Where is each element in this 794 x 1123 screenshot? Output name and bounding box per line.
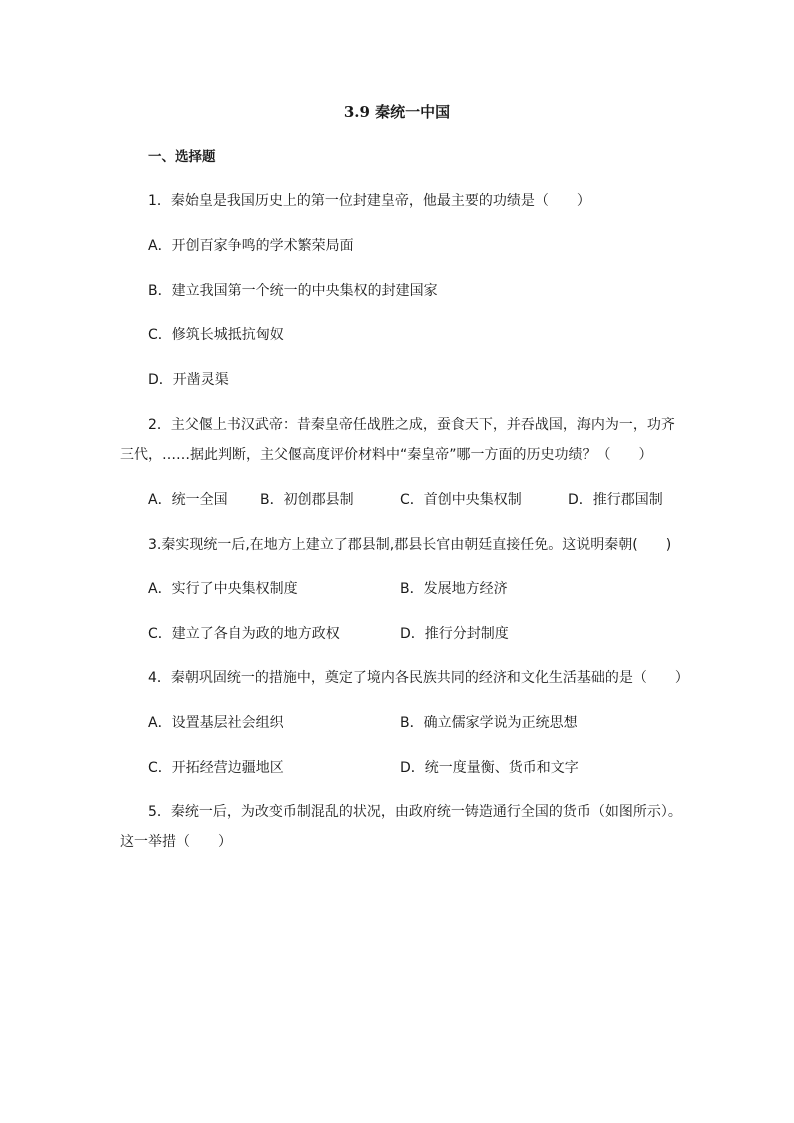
question-1-option-c: C．修筑长城抵抗匈奴 xyxy=(148,327,284,343)
question-4-stem: 4．秦朝巩固统一的措施中，奠定了境内各民族共同的经济和文化生活基础的是（ ） xyxy=(148,670,689,686)
question-3-option-a: A．实行了中央集权制度 xyxy=(148,581,298,597)
question-4-option-c: C．开拓经营边疆地区 xyxy=(148,760,284,776)
question-2-option-b: B．初创郡县制 xyxy=(260,492,354,508)
question-4-option-d: D．统一度量衡、货币和文字 xyxy=(400,760,579,776)
page-title: 3.9 秦统一中国 xyxy=(343,103,451,121)
section-heading: 一、选择题 xyxy=(148,149,216,165)
question-5-stem-line-2: 这一举措（ ） xyxy=(120,834,232,850)
question-2-stem-line-1: 2．主父偃上书汉武帝：昔秦皇帝任战胜之成，蚕食天下，并吞战国，海内为一，功齐 xyxy=(148,417,675,433)
question-3-option-d: D．推行分封制度 xyxy=(400,626,509,642)
question-4-option-b: B．确立儒家学说为正统思想 xyxy=(400,715,578,731)
question-2-option-d: D．推行郡国制 xyxy=(568,492,663,508)
question-4-option-a: A．设置基层社会组织 xyxy=(148,715,284,731)
question-1-stem: 1．秦始皇是我国历史上的第一位封建皇帝，他最主要的功绩是（ ） xyxy=(148,193,591,209)
question-3-option-c: C．建立了各自为政的地方政权 xyxy=(148,626,340,642)
question-5-stem-line-1: 5．秦统一后，为改变币制混乱的状况，由政府统一铸造通行全国的货币（如图所示）。 xyxy=(148,804,682,820)
question-3-stem: 3.秦实现统一后,在地方上建立了郡县制,郡县长官由朝廷直接任免。这说明秦朝( ) xyxy=(148,537,672,553)
question-3-option-b: B．发展地方经济 xyxy=(400,581,508,597)
question-2-stem-line-2: 三代，……据此判断，主父偃高度评价材料中“秦皇帝”哪一方面的历史功绩？（ ） xyxy=(120,447,653,463)
question-1-option-b: B．建立我国第一个统一的中央集权的封建国家 xyxy=(148,283,438,299)
question-1-option-d: D．开凿灵渠 xyxy=(148,372,229,388)
question-2-option-a: A．统一全国 xyxy=(148,492,228,508)
question-2-option-c: C．首创中央集权制 xyxy=(400,492,522,508)
question-1-option-a: A．开创百家争鸣的学术繁荣局面 xyxy=(148,238,354,254)
